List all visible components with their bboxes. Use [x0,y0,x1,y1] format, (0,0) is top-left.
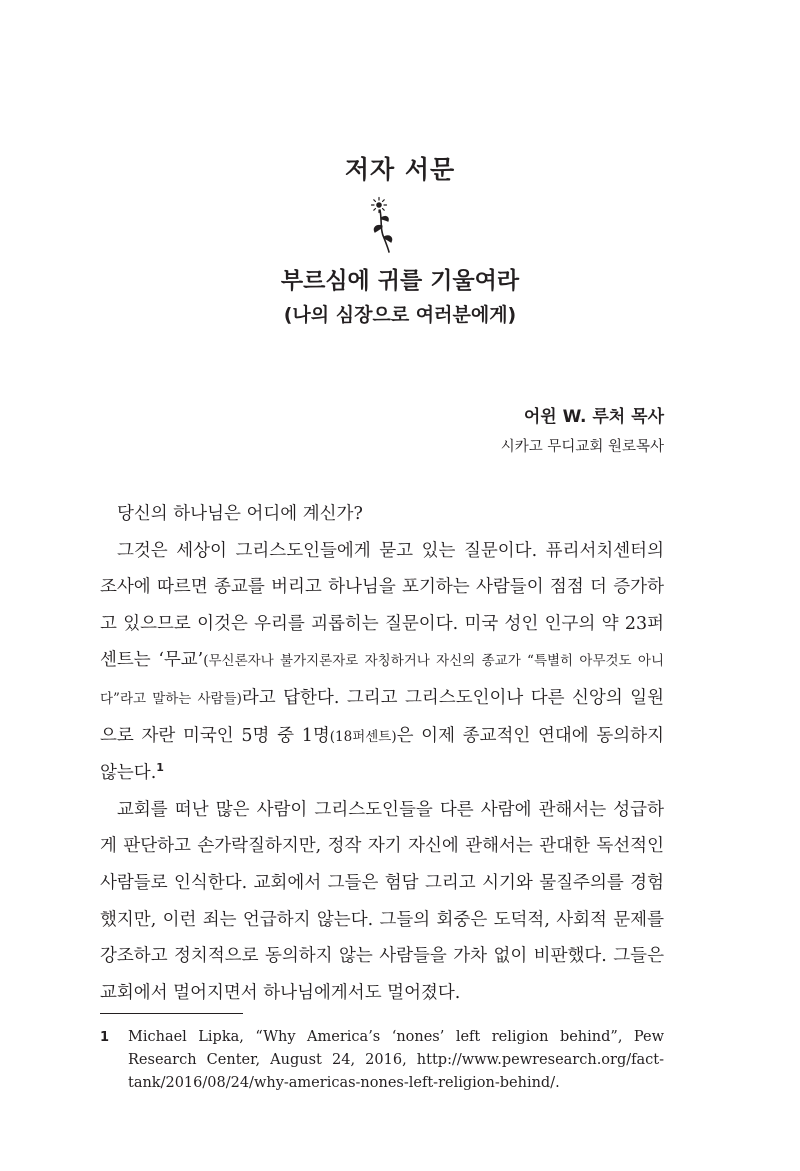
paragraph-1: 당신의 하나님은 어디에 계신가? [117,504,363,524]
author-name: 어윈 W. 루처 목사 [523,407,664,427]
paragraph-2 [100,533,664,792]
main-title: 부르심에 귀를 기울여라 [280,268,520,294]
paragraph-2-text-c: 은 이제 종교적인 연대에 동의하지 않는다. [100,725,664,784]
paragraph-2-aside-a: (무신론자나 불가지론자로 자칭하거나 자신의 종교가 “특별히 아무것도 아니다”라고 말하는 사람들) [100,653,664,707]
author-role: 시카고 무디교회 원로목사 [500,439,664,455]
flower-sprig-icon [362,196,402,254]
footnote-reference[interactable]: 1 [156,761,164,775]
paragraph-3: 교회를 떠난 많은 사람이 그리스도인들을 다른 사람에 관해서는 성급하게 판단하고 손가락질하지만, 정작 자기 자신에 관해서는 관대한 독선적인 사람들로 인식한다. 교회에서 그들은 험담 그리고 시기와 물질주의를 경험했지만, 이런 죄는 언급하지 않는다. 그들의 회중은 도덕적, 사회적 문제를 강조하고 정치적으로 동의하지 않는 사람들을 가차 없이 비판했다. 그들은 교회에서 멀어지면서 하나님에게서도 멀어졌다. [100,799,664,1003]
footnote-divider [100,1013,243,1014]
footnote [100,1026,664,1095]
body-text [100,496,664,1011]
sub-title: (나의 심장으로 여러분에게) [283,304,517,326]
paragraph-2-text-a: 그것은 세상이 그리스도인들에게 묻고 있는 질문이다. 퓨리서치센터의 조사에 따르면 종교를 버리고 하나님을 포기하는 사람들이 점점 더 증가하고 있으므로 이것은 우리를 괴롭히는 질문이다. 미국 성인 인구의 약 23퍼센트는 ‘무교’ [100,540,664,671]
paragraph-2-text-b: 라고 답한다. 그리고 그리스도인이나 다른 신앙의 일원으로 자란 미국인 5명 중 1명 [100,687,664,746]
paragraph-2-aside-b: (18퍼센트) [329,728,397,745]
footnote-text: Michael Lipka, “Why America’s ‘nones’ left religion behind”, Pew Research Center, August 24, 2016, http://www.pewresearch.org/fact-tank/2016/08/24/why-americas-nones-left-religion-behind/. [128,1029,664,1091]
footnote-number: 1 [100,1030,110,1045]
chapter-title: 저자 서문 [344,155,456,184]
